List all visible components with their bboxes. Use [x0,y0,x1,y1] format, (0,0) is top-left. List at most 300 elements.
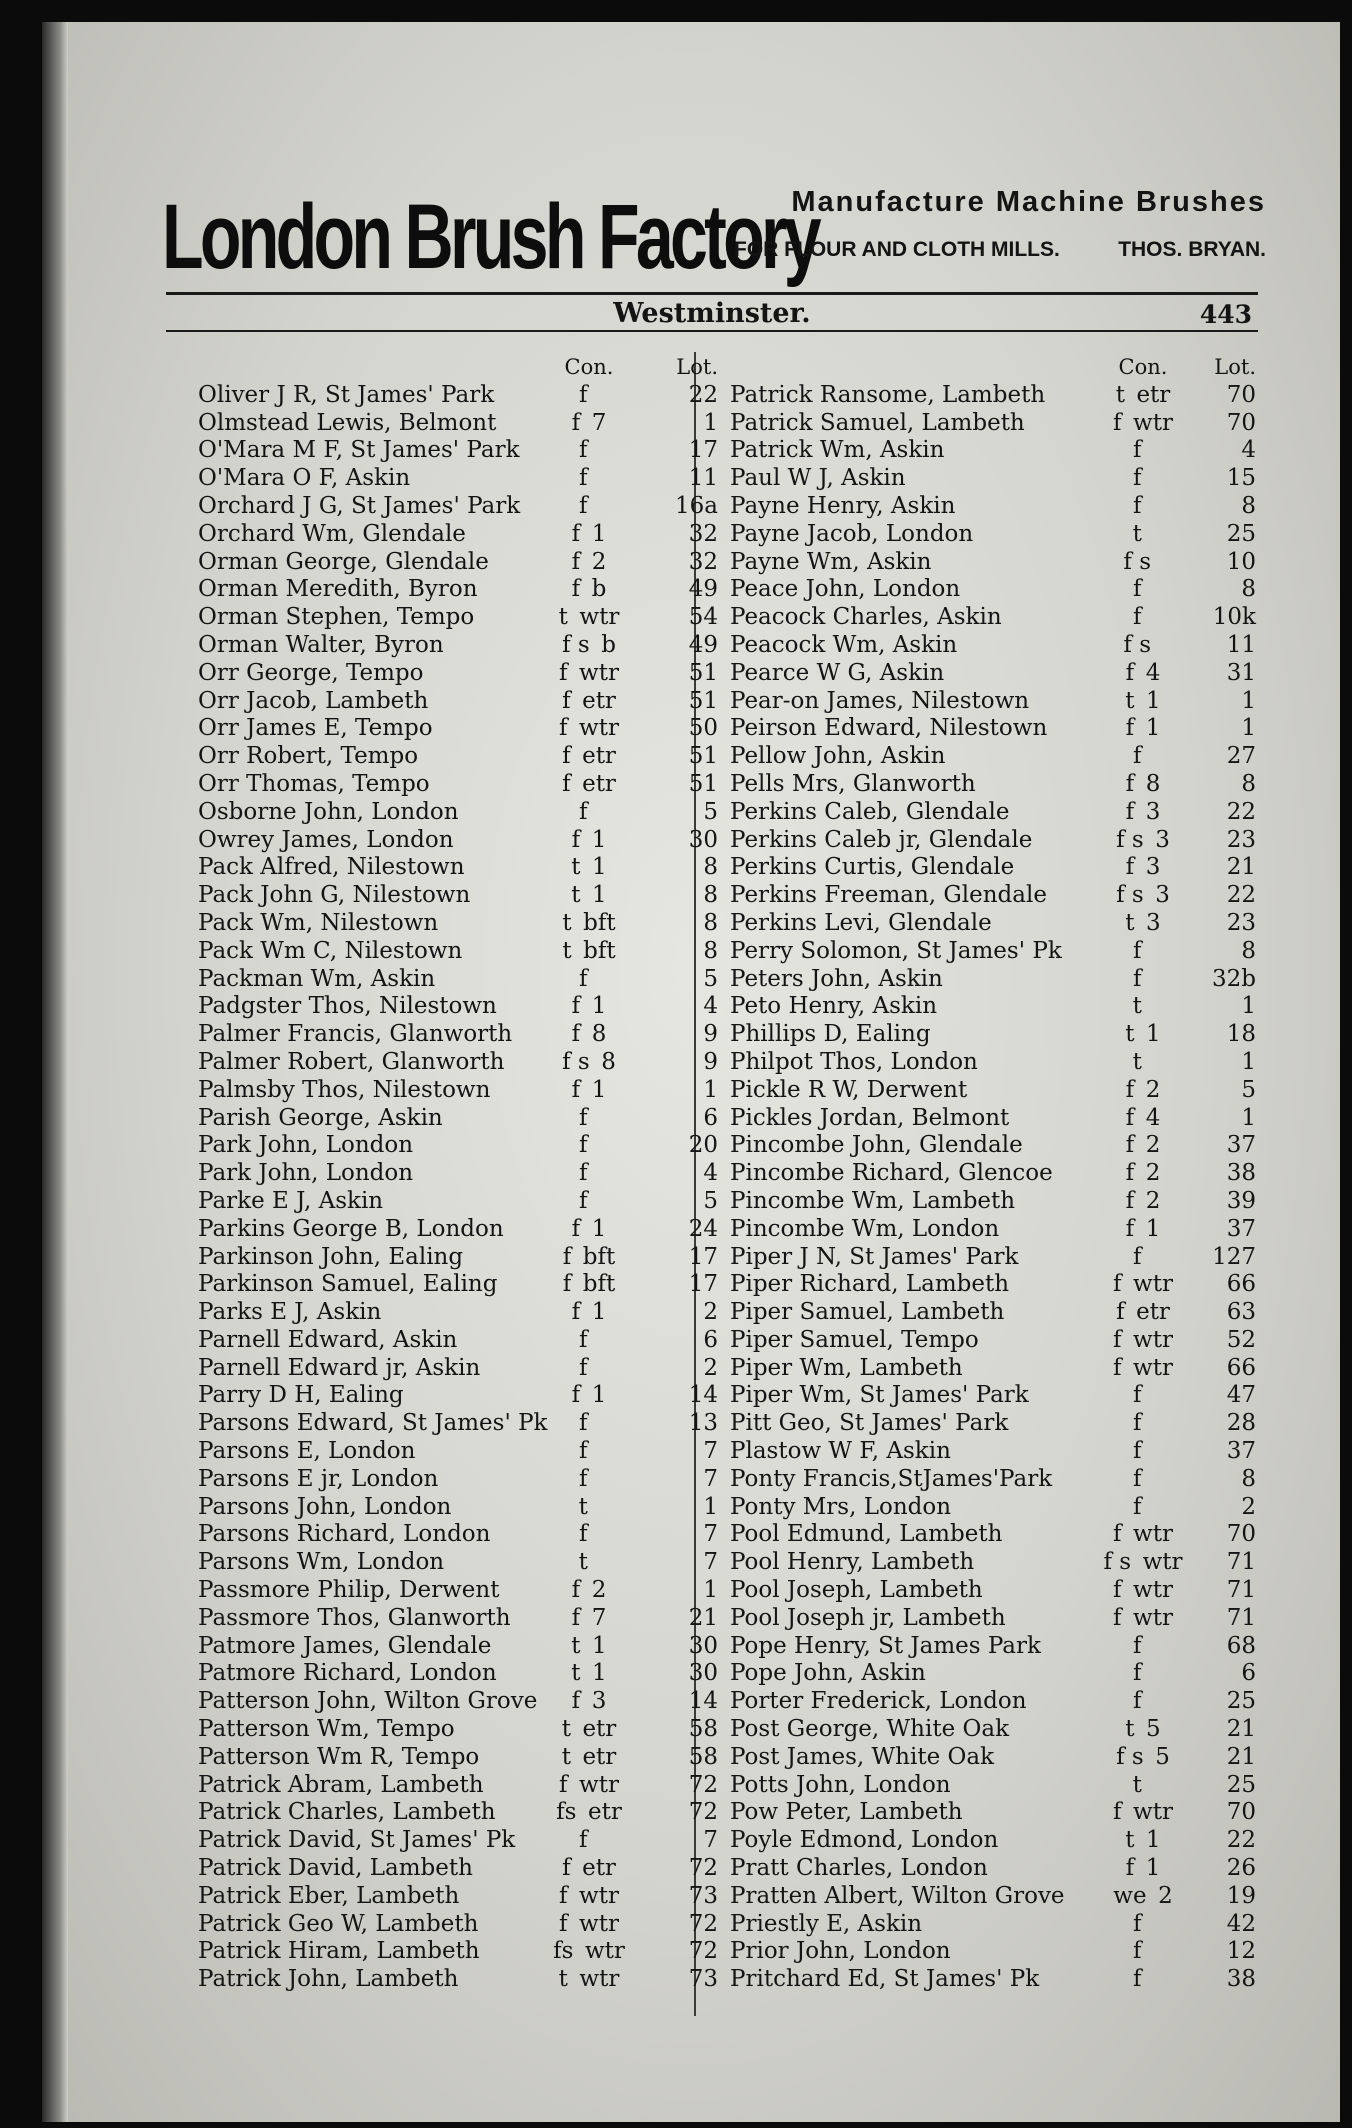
directory-entry [692,771,1262,799]
entry-tenure: t [1132,993,1142,1020]
entry-tenure: f [571,1021,581,1048]
directory-entry [152,1132,718,1160]
entry-tenure-con [544,966,634,994]
directory-entry [692,1633,1262,1661]
entry-tenure: f [1132,1688,1142,1715]
entry-tenure: f [578,1827,588,1854]
entry-concession: 8 [1145,770,1161,797]
entry-name: Palmsby Thos, Nilestown [198,1076,491,1103]
directory-entry [152,993,718,1021]
entry-tenure: f [1132,1465,1142,1492]
entry-lot: 66 [1226,1354,1256,1381]
entry-tenure: t [558,1966,568,1993]
entry-concession: 1 [591,1299,607,1326]
entry-tenure-con [544,1521,634,1549]
entry-tenure: f [578,1521,588,1548]
entry-name: Parish George, Askin [198,1104,443,1131]
entry-name: Pincombe John, Glendale [730,1132,1023,1159]
directory-entry [692,1883,1262,1911]
entry-name: Prior John, London [730,1938,951,1965]
entry-tenure: f [1125,854,1135,881]
entry-tenure: t [1132,1771,1142,1798]
entry-name: Oliver J R, St James' Park [198,381,495,408]
entry-lot: 66 [1226,1271,1256,1298]
entry-name: Orchard J G, St James' Park [198,492,521,519]
entry-name: Pratt Charles, London [730,1855,988,1882]
directory-entry [692,1271,1262,1299]
entry-concession: etr [582,770,616,797]
entry-lot: 19 [1226,1882,1256,1909]
entry-tenure: f [578,1132,588,1159]
entry-concession: wtr [584,1938,625,1965]
entry-lot: 28 [1226,1410,1256,1437]
entry-tenure: f [571,1299,581,1326]
entry-concession: 7 [591,409,607,436]
directory-entry [692,437,1262,465]
entry-name: Padgster Thos, Nilestown [198,993,497,1020]
entry-concession: etr [587,1799,622,1826]
entry-name: Orman Walter, Byron [198,631,444,658]
directory-entry [692,465,1262,493]
entry-lot: 63 [1226,1299,1256,1326]
directory-entry [692,660,1262,688]
entry-tenure: t [571,1632,581,1659]
directory-entry [152,1021,718,1049]
directory-entry [152,1549,718,1577]
entry-concession: 1 [591,826,607,853]
header-rule-bottom [166,330,1258,332]
directory-entry [152,1104,718,1133]
entry-lot: 13 [688,1410,718,1437]
entry-name: Pearce W G, Askin [730,659,945,686]
entry-tenure-con [544,1077,634,1105]
entry-lot: 6 [703,1326,718,1353]
entry-concession: 1 [591,1215,607,1242]
directory-entry [152,687,718,716]
entry-name: Orr Jacob, Lambeth [198,687,429,714]
entry-name: Palmer Francis, Glanworth [198,1021,513,1048]
directory-entry [692,493,1262,521]
directory-entry [692,827,1262,855]
entry-tenure-con [544,465,634,493]
entry-concession: 1 [1145,1855,1161,1882]
entry-lot: 23 [1226,909,1256,936]
directory-entry [152,1966,718,1994]
entry-tenure-con [544,1799,634,1827]
entry-tenure: f s [1103,1549,1132,1576]
entry-lot: 1 [703,1493,718,1520]
entry-tenure: f [578,1465,588,1492]
directory-entry [692,993,1262,1021]
entry-concession: 1 [591,1076,607,1103]
entry-name: Patrick Ransome, Lambeth [730,381,1046,408]
entry-tenure: f [562,687,571,714]
entry-name: Poyle Edmond, London [730,1827,999,1854]
entry-concession: wtr [579,604,620,631]
entry-name: Parkinson Samuel, Ealing [198,1271,498,1298]
entry-lot: 24 [688,1215,718,1242]
entry-tenure-con [544,799,634,827]
entry-name: Payne Wm, Askin [730,548,932,575]
entry-lot: 5 [703,965,718,992]
entry-tenure: f [578,1187,588,1214]
entry-name: Pellow John, Askin [730,743,946,770]
entry-tenure-con [544,1605,634,1633]
entry-lot: 1 [1241,1048,1256,1075]
entry-tenure: f [1116,1299,1125,1326]
entry-name: Parke E J, Askin [198,1187,384,1214]
entry-name: Patterson Wm, Tempo [198,1716,455,1743]
directory-entry [152,437,718,465]
entry-concession: 3 [1155,826,1170,853]
entry-concession: wtr [1133,1271,1173,1298]
entry-name: Osborne John, London [198,798,459,825]
entry-tenure: t [1125,1827,1135,1854]
entry-lot: 32b [1212,965,1256,992]
directory-entry [152,1048,718,1077]
entry-lot: 30 [688,1632,718,1659]
con-header: Con. [1118,355,1168,379]
entry-name: Porter Frederick, London [730,1688,1027,1715]
entry-lot: 7 [703,1438,718,1465]
directory-entry [152,1910,718,1939]
entry-tenure-con [544,1938,634,1966]
directory-entry [692,1772,1262,1800]
entry-tenure: f [559,1882,568,1909]
entry-name: Piper Richard, Lambeth [730,1271,1010,1298]
entry-lot: 4 [703,993,718,1020]
entry-name: Ponty Francis,StJames'Park [730,1465,1053,1492]
entry-name: Plastow W F, Askin [730,1438,951,1465]
entry-name: Pincombe Wm, Lambeth [730,1187,1016,1214]
entry-lot: 5 [703,798,718,825]
entry-tenure-con [544,743,634,771]
entry-tenure: f [1132,492,1142,519]
entry-tenure-con [544,1271,634,1299]
entry-concession: wtr [1142,1549,1183,1576]
entry-tenure: f [1113,1521,1122,1548]
con-header: Con. [564,355,614,379]
entry-tenure: f [1132,965,1142,992]
entry-lot: 22 [1226,798,1256,825]
entry-tenure: t [578,1549,588,1576]
entry-tenure: f [571,1577,581,1604]
entry-tenure: f [1125,659,1135,686]
lot-header: Lot. [676,355,718,379]
directory-entry [152,1938,718,1966]
directory-entry [152,1410,718,1438]
entry-name: Payne Henry, Askin [730,492,956,519]
entry-tenure-con [544,1744,634,1772]
entry-lot: 8 [1241,492,1256,519]
entry-concession: bft [583,937,616,964]
entry-tenure: f [1132,437,1142,464]
entry-name: Orr Robert, Tempo [198,743,419,770]
lot-header: Lot. [1214,355,1256,379]
entry-tenure: f [571,1382,581,1409]
directory-entry [692,632,1262,660]
entry-concession: 2 [1145,1076,1161,1103]
entry-tenure: f [1113,1799,1122,1826]
entry-name: Patmore Richard, London [198,1660,497,1687]
entry-name: Pincombe Wm, London [730,1215,1000,1242]
entry-tenure-con [544,1438,634,1466]
entry-tenure-con [544,827,634,855]
entry-concession: etr [582,1743,617,1770]
entry-tenure: t [1132,1048,1142,1075]
entry-name: Palmer Robert, Glanworth [198,1048,505,1075]
entry-tenure-con [544,854,634,882]
entry-name: Orman Meredith, Byron [198,576,478,603]
directory-entry [692,1799,1262,1827]
entry-concession: wtr [1133,409,1173,436]
entry-lot: 72 [688,1771,718,1798]
entry-name: Philpot Thos, London [730,1048,978,1075]
directory-entry [152,1299,718,1327]
entry-name: Patterson John, Wilton Grove [198,1688,538,1715]
entry-concession: wtr [579,1882,619,1909]
entry-lot: 10 [1226,548,1256,575]
entry-tenure: f [1132,576,1142,603]
entry-concession: 2 [1145,1132,1161,1159]
entry-name: Patrick Abram, Lambeth [198,1771,484,1798]
entry-lot: 1 [703,1577,718,1604]
entry-lot: 9 [703,1021,718,1048]
entry-name: Peto Henry, Askin [730,993,938,1020]
entry-name: Passmore Philip, Derwent [198,1577,500,1604]
directory-entry [152,465,718,493]
directory-entry [692,1660,1262,1688]
directory-entry [692,1244,1262,1272]
entry-concession: 1 [591,520,607,547]
entry-tenure: f [562,1855,571,1882]
entry-tenure: f [1125,770,1135,797]
entry-name: Piper J N, St James' Park [730,1243,1019,1270]
entry-tenure: f [1113,1271,1122,1298]
entry-lot: 12 [1226,1938,1256,1965]
entry-tenure: f [1125,715,1135,742]
entry-tenure-con [544,910,634,938]
entry-tenure-con [544,1382,634,1410]
directory-entry [152,1215,718,1244]
entry-tenure: t [1125,687,1135,714]
entry-concession: 1 [591,993,607,1020]
entry-concession: 3 [1146,909,1161,936]
entry-tenure: f [562,770,571,797]
entry-name: Parkinson John, Ealing [198,1243,464,1270]
entry-name: Orman George, Glendale [198,548,489,575]
directory-entry [692,1105,1262,1133]
entry-tenure: t [1132,520,1142,547]
entry-concession: wtr [1133,1604,1173,1631]
entry-name: Pritchard Ed, St James' Pk [730,1966,1040,1993]
entry-tenure-con [544,1883,634,1911]
directory-entry [152,548,718,577]
directory-entry [152,492,718,521]
entry-name: Payne Jacob, London [730,520,974,547]
brand-name: London Brush Factory [162,186,818,288]
directory-entry [152,631,718,660]
directory-entry [152,1743,718,1772]
directory-entry [152,798,718,827]
entry-lot: 18 [1226,1021,1256,1048]
entry-name: Patrick Geo W, Lambeth [198,1910,479,1937]
entry-tenure-con [544,1049,634,1077]
directory-entry [152,1855,718,1883]
entry-concession: 5 [1146,1716,1161,1743]
entry-lot: 17 [688,1271,718,1298]
directory-entry [692,604,1262,632]
entry-name: Patterson Wm R, Tempo [198,1743,480,1770]
directory-entry [692,1327,1262,1355]
entry-lot: 30 [688,826,718,853]
entry-name: Perkins Freeman, Glendale [730,882,1047,909]
entry-tenure-con [544,549,634,577]
directory-entry [152,1577,718,1605]
entry-lot: 4 [1241,437,1256,464]
entry-name: Parsons John, London [198,1493,452,1520]
directory-entry [152,1076,718,1105]
entry-name: Parsons Edward, St James' Pk [198,1410,548,1437]
directory-entry [152,743,718,771]
entry-concession: 8 [601,1048,616,1075]
entry-tenure: f [1132,1910,1142,1937]
entry-name: Patmore James, Glendale [198,1632,492,1659]
entry-tenure: f [1125,1104,1135,1131]
entry-name: Perkins Caleb, Glendale [730,798,1010,825]
entry-name: Pow Peter, Lambeth [730,1799,963,1826]
entry-name: Pack John G, Nilestown [198,882,471,909]
entry-concession: wtr [1133,1799,1173,1826]
entry-lot: 51 [688,743,718,770]
entry-tenure: f [562,743,571,770]
entry-name: Parnell Edward, Askin [198,1326,458,1353]
entry-tenure-con [544,688,634,716]
directory-entry [152,1660,718,1688]
entry-lot: 1 [1241,715,1256,742]
entry-concession: 3 [1145,854,1161,881]
entry-name: Perry Solomon, St James' Pk [730,937,1062,964]
entry-tenure-con [544,576,634,604]
entry-tenure-con [544,1855,634,1883]
entry-name: Pack Alfred, Nilestown [198,854,465,881]
entry-tenure: f [571,409,581,436]
directory-entry [152,715,718,743]
entry-lot: 22 [1226,1827,1256,1854]
entry-name: Pool Joseph jr, Lambeth [730,1604,1006,1631]
directory-entry [692,1132,1262,1160]
entry-lot: 71 [1226,1577,1256,1604]
entry-concession: bft [582,1243,616,1270]
entry-tenure-con [544,1966,634,1994]
entry-lot: 8 [1241,576,1256,603]
entry-tenure: f [562,1243,572,1270]
entry-lot: 51 [688,770,718,797]
entry-lot: 52 [1226,1326,1256,1353]
directory-entry [152,409,718,438]
entry-tenure: f [578,798,588,825]
entry-tenure: f [571,1215,581,1242]
entry-tenure: f [1132,1382,1142,1409]
entry-tenure: f [578,1160,588,1187]
entry-tenure: f [1125,1132,1135,1159]
entry-tenure-con [544,1299,634,1327]
directory-entry [152,937,718,966]
entry-tenure-con [544,1911,634,1939]
entry-lot: 17 [688,437,718,464]
entry-tenure: fs [553,1938,574,1965]
entry-tenure-con [544,1244,634,1272]
entry-tenure-con [544,1772,634,1800]
entry-lot: 11 [688,465,718,492]
entry-tenure: f [1113,1577,1122,1604]
entry-lot: 50 [688,715,718,742]
entry-lot: 8 [703,882,718,909]
directory-entry [692,1827,1262,1855]
entry-tenure-con [544,1410,634,1438]
entry-concession: etr [582,1716,617,1743]
entry-tenure-con [544,1660,634,1688]
entry-tenure: f [559,1910,568,1937]
entry-lot: 72 [688,1910,718,1937]
entry-name: Peirson Edward, Nilestown [730,715,1048,742]
entry-concession: 3 [1155,882,1170,909]
banner-tagline-left: FOR FLOUR AND CLOTH MILLS. [734,238,1060,261]
column-header [152,354,718,382]
entry-lot: 38 [1226,1160,1256,1187]
entry-name: Pope Henry, St James Park [730,1632,1041,1659]
directory-entry [692,1021,1262,1049]
directory-entry [152,1326,718,1355]
entry-name: Patrick David, St James' Pk [198,1827,516,1854]
entry-tenure-con [544,1633,634,1661]
entry-tenure-con [544,382,634,410]
entry-tenure: f [578,465,588,492]
directory-entry [692,1160,1262,1188]
directory-entry [152,1493,718,1522]
directory-entry [692,1911,1262,1939]
entry-tenure: f [1125,798,1135,825]
entry-lot: 70 [1226,1799,1256,1826]
directory-entry [152,1521,718,1549]
entry-tenure-con [544,1494,634,1522]
entry-tenure: f [578,1438,588,1465]
directory-entry [692,521,1262,549]
entry-lot: 72 [688,1799,718,1826]
entry-name: Park John, London [198,1132,414,1159]
directory-entry [692,1688,1262,1716]
entry-lot: 54 [688,604,718,631]
directory-entry [692,1716,1262,1744]
entry-lot: 16a [675,492,718,519]
directory-entry [152,520,718,549]
entry-lot: 71 [1226,1549,1256,1576]
entry-tenure: f [1132,1660,1142,1687]
directory-entry [152,1243,718,1272]
entry-name: Piper Wm, St James' Park [730,1382,1029,1409]
entry-tenure: f [1113,409,1122,436]
entry-tenure: f s [1123,631,1152,658]
entry-lot: 21 [688,1604,718,1631]
entry-tenure: f [1132,465,1142,492]
directory-entry [152,659,718,688]
entry-name: Pells Mrs, Glanworth [730,770,976,797]
directory-entry [152,1882,718,1911]
entry-lot: 72 [688,1938,718,1965]
entry-tenure: f [1125,1076,1135,1103]
entry-name: Piper Wm, Lambeth [730,1354,963,1381]
directory-entry [692,576,1262,604]
